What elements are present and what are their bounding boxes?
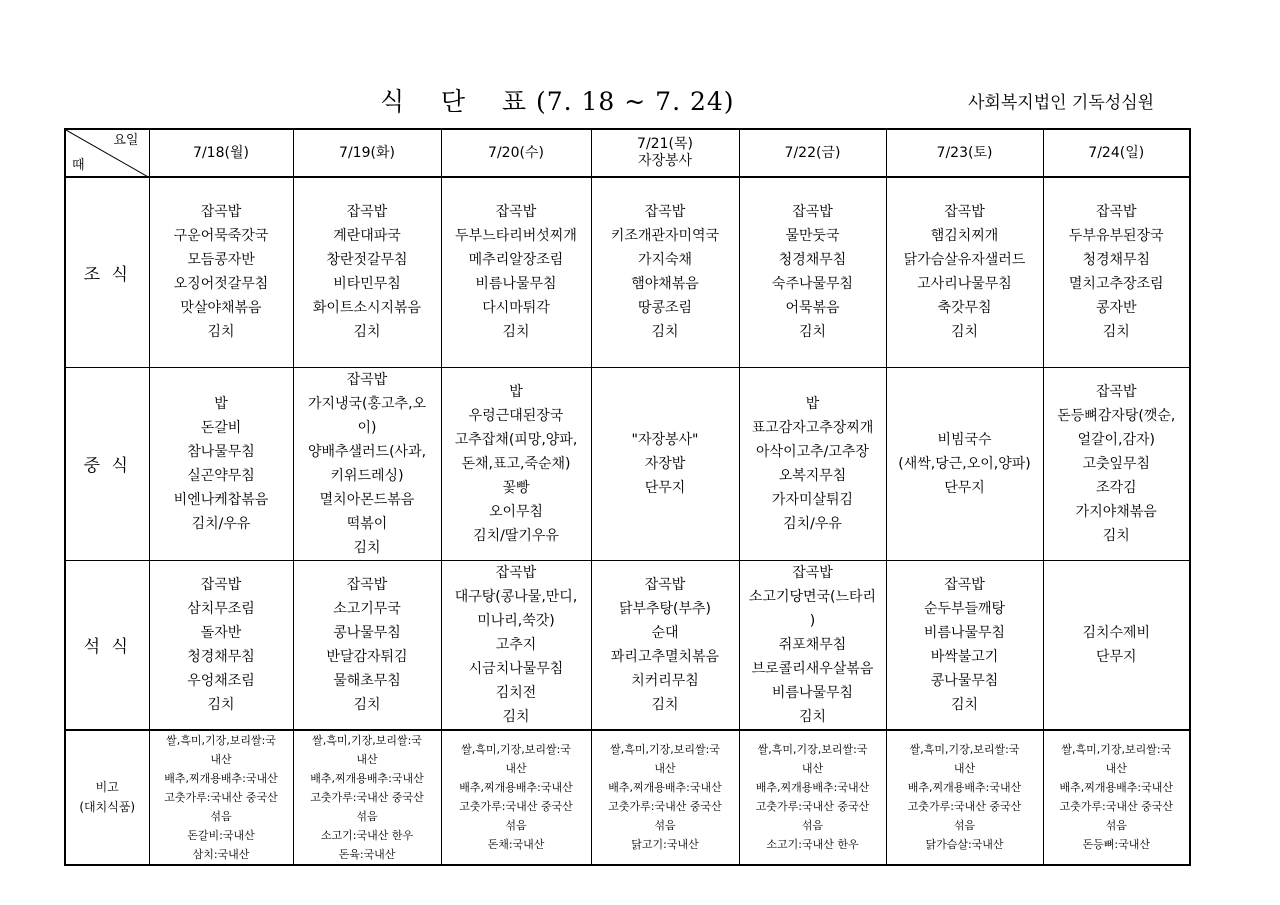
menu-cell (293, 560, 441, 730)
menu-item: 잡곡밥 (200, 576, 242, 593)
menu-cell (149, 560, 293, 730)
menu-item: 고춧잎무침 (1082, 455, 1151, 472)
menu-item: 실곤약무침 (187, 467, 255, 484)
menu-item: 양배추샐러드(사과, (307, 443, 427, 460)
menu-item: 가지야채볶음 (1075, 503, 1157, 520)
menu-cell (739, 177, 886, 367)
day-header-text: 7/21(목) (637, 136, 693, 152)
menu-item: 단무지 (944, 479, 985, 496)
origin-note: 배추,찌개용배추:국내산 (907, 781, 1022, 794)
notes-label-text: (대치식품) (79, 800, 136, 814)
origin-note: 섞음 (210, 809, 232, 823)
menu-item: 잡곡밥 (644, 576, 686, 593)
origin-note: 섞음 (801, 819, 824, 832)
menu-item: 잡곡밥 (346, 576, 388, 593)
menu-item: 잡곡밥 (495, 204, 537, 221)
menu-item: 어묵볶음 (785, 300, 840, 317)
menu-cell (441, 367, 591, 560)
menu-item: 표고감자고추장찌개 (751, 419, 874, 436)
header-row (65, 129, 1190, 177)
origin-note: 돈등뼈:국내산 (1082, 838, 1150, 851)
corner-day-label: 요일 (113, 133, 139, 148)
meal-row (65, 367, 1190, 560)
notes-cell (293, 730, 441, 865)
menu-item: 삼치무조림 (187, 600, 255, 617)
menu-item: 소고기무국 (333, 600, 401, 617)
notes-cell (441, 730, 591, 865)
menu-item: 치커리무침 (631, 672, 699, 689)
menu-cell (1043, 367, 1190, 560)
origin-note: 소고기:국내산 한우 (320, 828, 414, 842)
origin-note: 고춧가루:국내산 중국산 (608, 800, 722, 813)
menu-item: 맛살야채볶음 (180, 300, 262, 317)
menu-cell (886, 177, 1043, 367)
menu-cell (149, 177, 293, 367)
menu-item: 청경채무침 (187, 648, 255, 665)
origin-note: 섞음 (1105, 819, 1127, 832)
menu-item: 밥 (214, 395, 228, 412)
menu-item: 고추지 (495, 636, 537, 653)
menu-item: 잡곡밥 (1095, 204, 1137, 221)
corner-cell (65, 129, 149, 177)
menu-cell (591, 367, 739, 560)
origin-note: 내산 (1105, 762, 1127, 775)
menu-item: 참나물무침 (187, 443, 255, 460)
menu-item: 물해초무침 (333, 672, 401, 689)
origin-note: 쌀,흑미,기장,보리쌀:국 (610, 743, 720, 756)
origin-note: 배추,찌개용배추:국내산 (608, 781, 722, 794)
menu-item: 콩자반 (1095, 300, 1137, 317)
notes-cell (886, 730, 1043, 865)
origin-note: 내산 (505, 762, 527, 775)
menu-item: "자장봉사" (631, 431, 699, 448)
menu-item: 김치 (798, 324, 827, 341)
day-header (441, 129, 591, 177)
origin-note: 삼치:국내산 (192, 847, 250, 861)
menu-item: 오이무침 (488, 503, 544, 520)
menu-item: 돈갈비 (200, 419, 242, 436)
origin-note: 닭가슴살:국내산 (925, 838, 1004, 851)
menu-item: 미나리,쑥갓) (477, 612, 555, 629)
menu-item: 가지숙채 (637, 252, 693, 269)
menu-item: 꽈리고추멸치볶음 (610, 648, 720, 665)
menu-item: 소고기당면국(느타리 (748, 588, 877, 605)
menu-item: 단무지 (1095, 648, 1137, 665)
menu-item: 두부느타리버섯찌개 (455, 228, 577, 245)
menu-item: ) (809, 612, 816, 629)
day-header-text: 7/24(일) (1088, 144, 1145, 161)
origin-note: 쌀,흑미,기장,보리쌀:국 (166, 733, 276, 747)
menu-item: 화이트소시지볶음 (312, 300, 422, 317)
notes-label (65, 730, 149, 865)
menu-item: 김치수제비 (1082, 624, 1151, 641)
menu-item: 비름나물무침 (475, 276, 557, 293)
origin-note: 고춧가루:국내산 중국산 (310, 790, 424, 804)
menu-item: 잡곡밥 (792, 204, 833, 221)
menu-item: 조각김 (1095, 479, 1137, 496)
menu-item: 잡곡밥 (346, 371, 388, 388)
menu-item: 브로콜리새우살볶음 (751, 660, 874, 677)
menu-item: 김치 (207, 324, 235, 341)
origin-note: 섞음 (505, 819, 527, 832)
menu-cell (739, 367, 886, 560)
origin-note: 섞음 (953, 819, 976, 832)
menu-item: 닭부추탕(부추) (618, 600, 712, 617)
origin-note: 배추,찌개용배추:국내산 (310, 771, 424, 785)
menu-cell (886, 560, 1043, 730)
origin-note: 닭고기:국내산 (631, 838, 699, 851)
origin-note: 섞음 (356, 809, 378, 823)
menu-cell (1043, 560, 1190, 730)
menu-item: 얼갈이,감자) (1077, 431, 1156, 448)
menu-item: 구운어묵죽갓국 (173, 228, 269, 245)
origin-note: 배추,찌개용배추:국내산 (459, 781, 573, 794)
day-header (886, 129, 1043, 177)
menu-item: 대구탕(콩나물,만디, (454, 588, 578, 605)
menu-item: 다시마튀각 (482, 300, 550, 317)
menu-item: 우엉채조림 (187, 672, 255, 689)
menu-item: 아삭이고추/고추장 (756, 443, 869, 460)
menu-item: 물만둣국 (785, 228, 840, 245)
day-header-text: 자장봉사 (637, 153, 693, 169)
menu-item: 우렁근대된장국 (468, 407, 564, 424)
menu-cell (149, 367, 293, 560)
meal-label: 조 식 (65, 177, 149, 367)
origin-note: 내산 (210, 752, 232, 766)
menu-item: 계란대파국 (333, 228, 401, 245)
notes-row (65, 730, 1190, 865)
menu-item: 비타민무침 (333, 276, 401, 293)
meal-row (65, 177, 1190, 367)
menu-item: 반달감자튀김 (326, 648, 408, 665)
corner-meal-label: 때 (72, 158, 85, 173)
menu-item: 모듬콩자반 (187, 252, 255, 269)
menu-item: 김치 (651, 324, 679, 341)
menu-item: 비빔국수 (937, 431, 992, 448)
menu-item: 두부유부된장국 (1068, 228, 1164, 245)
notes-cell (1043, 730, 1190, 865)
menu-item: 시금치나물무침 (468, 660, 564, 677)
menu-cell (441, 560, 591, 730)
menu-item: 잡곡밥 (944, 204, 985, 221)
menu-item: 김치 (502, 708, 530, 725)
menu-item: 축갓무침 (937, 300, 992, 317)
origin-note: 내산 (356, 752, 378, 766)
menu-cell (441, 177, 591, 367)
menu-item: 잡곡밥 (944, 576, 985, 593)
menu-item: 김치 (353, 539, 381, 556)
menu-item: 비름나물무침 (923, 624, 1006, 641)
menu-item: 김치 (502, 324, 530, 341)
menu-item: 쥐포채무침 (778, 636, 847, 653)
day-header-text: 7/18(월) (193, 144, 249, 161)
menu-cell (591, 177, 739, 367)
menu-cell (591, 560, 739, 730)
organization-name: 사회복지법인 기독성심원 (968, 93, 1155, 113)
origin-note: 배추,찌개용배추:국내산 (1059, 781, 1173, 794)
menu-item: 잡곡밥 (644, 204, 686, 221)
menu-item: 창란젓갈무침 (326, 252, 408, 269)
menu-item: 잡곡밥 (495, 564, 537, 581)
weekly-menu-table (64, 128, 1191, 866)
origin-note: 쌀,흑미,기장,보리쌀:국 (461, 743, 571, 756)
menu-item: 자장밥 (644, 455, 686, 472)
notes-label-text: 비고 (95, 780, 119, 794)
meal-label: 중 식 (65, 367, 149, 560)
origin-note: 고춧가루:국내산 중국산 (459, 800, 573, 813)
menu-item: 꽃빵 (502, 479, 530, 496)
menu-item: 김치전 (495, 684, 537, 701)
origin-note: 쌀,흑미,기장,보리쌀:국 (909, 743, 1020, 756)
menu-item: 김치/딸기우유 (473, 527, 559, 544)
menu-cell (293, 177, 441, 367)
meal-row (65, 560, 1190, 730)
menu-item: 김치 (950, 324, 979, 341)
menu-item: 바싹불고기 (930, 648, 999, 665)
menu-item: 떡볶이 (346, 515, 388, 532)
menu-item: 밥 (805, 395, 820, 412)
menu-item: 김치 (950, 696, 979, 713)
menu-item: 콩나물무침 (333, 624, 401, 641)
page-title: 식 단 표 (7. 18 ~ 7. 24) (380, 87, 735, 116)
day-header (1043, 129, 1190, 177)
menu-item: 돈등뼈감자탕(깻순, (1057, 407, 1176, 424)
day-header-text: 7/20(수) (488, 144, 544, 161)
menu-item: 잡곡밥 (1095, 383, 1137, 400)
menu-item: 고사리나물무침 (917, 276, 1012, 293)
menu-cell (739, 560, 886, 730)
origin-note: 고춧가루:국내산 중국산 (755, 800, 870, 813)
menu-item: 고추잡채(피망,양파, (454, 431, 578, 448)
origin-note: 내산 (953, 762, 976, 775)
origin-note: 배추,찌개용배추:국내산 (755, 781, 870, 794)
menu-item: 비름나물무침 (771, 684, 854, 701)
menu-item: 멸치고추장조림 (1068, 276, 1164, 293)
day-header (591, 129, 739, 177)
menu-item: 키위드레싱) (330, 467, 404, 484)
menu-item: 김치 (353, 696, 381, 713)
menu-item: 햄김치찌개 (930, 228, 999, 245)
menu-item: 콩나물무침 (930, 672, 999, 689)
menu-item: 오징어젓갈무침 (173, 276, 269, 293)
menu-item: 햄야채볶음 (631, 276, 699, 293)
notes-cell (149, 730, 293, 865)
origin-note: 소고기:국내산 한우 (766, 838, 859, 851)
menu-item: 멸치아몬드볶음 (319, 491, 415, 508)
menu-item: 청경채무침 (778, 252, 847, 269)
menu-item: 돌자반 (200, 624, 242, 641)
menu-item: 가지냉국(홍고추,오 (307, 395, 427, 412)
menu-item: 청경채무침 (1082, 252, 1151, 269)
origin-note: 돈채:국내산 (487, 838, 545, 851)
menu-item: 키조개관자미역국 (610, 228, 720, 245)
menu-item: 순두부들깨탕 (923, 600, 1006, 617)
menu-item: 가자미살튀김 (771, 491, 854, 508)
origin-note: 고춧가루:국내산 중국산 (164, 790, 278, 804)
day-header (739, 129, 886, 177)
menu-item: (새싹,당근,오이,양파) (898, 455, 1031, 472)
menu-cell (293, 367, 441, 560)
origin-note: 섞음 (654, 819, 676, 832)
menu-item: 잡곡밥 (200, 204, 242, 221)
origin-note: 쌀,흑미,기장,보리쌀:국 (312, 733, 422, 747)
menu-item: 김치/우유 (783, 515, 842, 532)
menu-item: 김치 (651, 696, 679, 713)
menu-item: 잡곡밥 (346, 204, 388, 221)
notes-cell (591, 730, 739, 865)
origin-note: 쌀,흑미,기장,보리쌀:국 (757, 743, 868, 756)
day-header-text: 7/19(화) (339, 144, 395, 161)
menu-item: 김치 (1102, 324, 1130, 341)
notes-cell (739, 730, 886, 865)
origin-note: 돈갈비:국내산 (187, 828, 255, 842)
menu-item: 순대 (651, 624, 679, 641)
day-header (149, 129, 293, 177)
menu-item: 김치 (798, 708, 827, 725)
menu-item: 돈채,표고,죽순채) (461, 455, 571, 472)
meal-label: 석 식 (65, 560, 149, 730)
day-header-text: 7/23(토) (936, 144, 993, 161)
origin-note: 고춧가루:국내산 중국산 (1059, 800, 1173, 813)
origin-note: 내산 (801, 762, 824, 775)
menu-item: 김치 (207, 696, 235, 713)
menu-item: 이) (357, 419, 377, 436)
menu-item: 김치/우유 (191, 515, 251, 532)
menu-item: 오복지무침 (778, 467, 847, 484)
origin-note: 배추,찌개용배추:국내산 (164, 771, 278, 785)
menu-item: 숙주나물무침 (771, 276, 854, 293)
origin-note: 고춧가루:국내산 중국산 (907, 800, 1022, 813)
origin-note: 돈육:국내산 (338, 847, 396, 861)
menu-item: 닭가슴살유자샐러드 (903, 252, 1026, 269)
day-header-text: 7/22(금) (784, 144, 841, 161)
menu-item: 잡곡밥 (792, 564, 833, 581)
origin-note: 내산 (654, 762, 676, 775)
menu-item: 비엔나케찹볶음 (173, 491, 269, 508)
menu-item: 김치 (1102, 527, 1130, 544)
menu-item: 땅콩조림 (637, 300, 693, 317)
origin-note: 쌀,흑미,기장,보리쌀:국 (1061, 743, 1172, 756)
menu-item: 김치 (353, 324, 381, 341)
day-header (293, 129, 441, 177)
menu-cell (1043, 177, 1190, 367)
menu-item: 메추리알장조림 (468, 252, 564, 269)
menu-item: 단무지 (644, 479, 686, 496)
menu-cell (886, 367, 1043, 560)
menu-item: 밥 (509, 383, 523, 400)
